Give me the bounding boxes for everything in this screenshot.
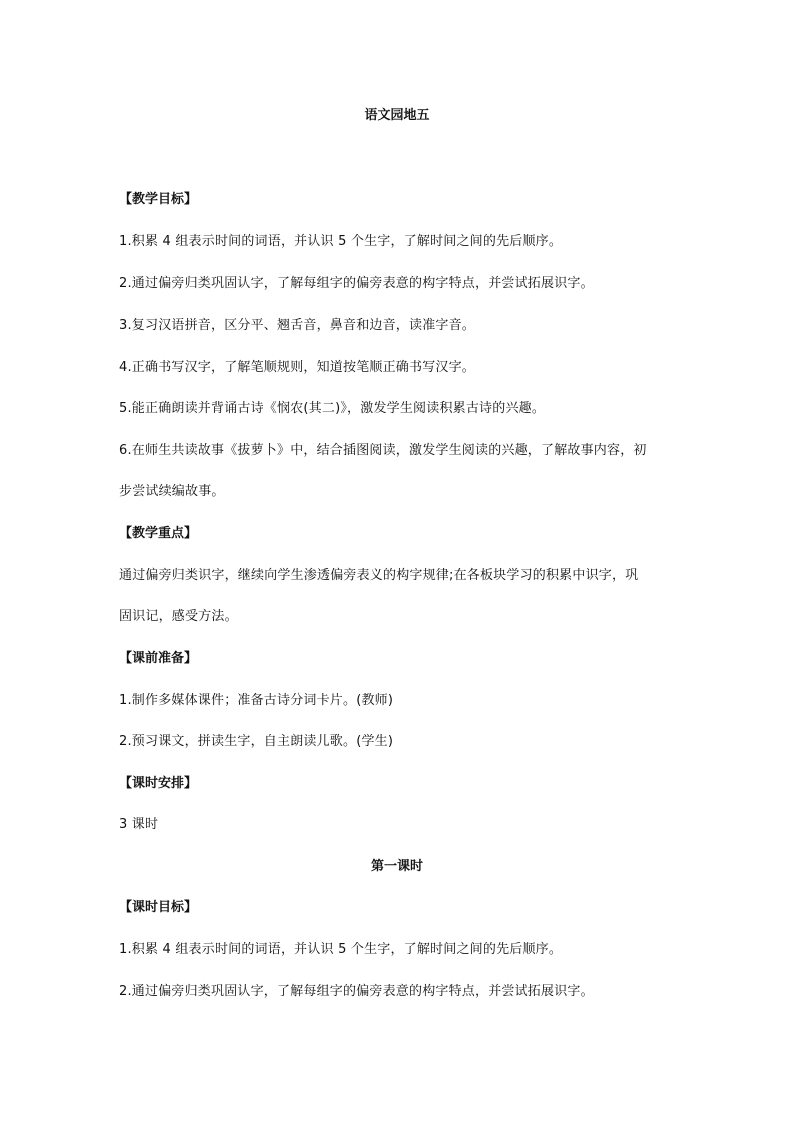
lesson1-goal-item-1: 1.积累 4 组表示时间的词语，并认识 5 个生字，了解时间之间的先后顺序。 xyxy=(119,942,563,957)
focus-text-1: 通过偏旁归类识字，继续向学生渗透偏旁表义的构字规律;在各板块学习的积累中识字，巩 xyxy=(119,568,639,583)
goals-heading: 【教学目标】 xyxy=(119,192,198,207)
prep-item-1: 1.制作多媒体课件；准备古诗分词卡片。(教师) xyxy=(119,693,394,708)
goal-item-3: 3.复习汉语拼音，区分平、翘舌音，鼻音和边音，读准字音。 xyxy=(119,318,476,333)
goal-item-2: 2.通过偏旁归类巩固认字，了解每组字的偏旁表意的构字特点，并尝试拓展识字。 xyxy=(119,276,594,291)
prep-heading: 【课前准备】 xyxy=(119,651,198,666)
goal-item-5: 5.能正确朗读并背诵古诗《悯农(其二)》，激发学生阅读积累古诗的兴趣。 xyxy=(119,401,546,416)
goal-item-6: 6.在师生共读故事《拔萝卜》中，结合插图阅读，激发学生阅读的兴趣，了解故事内容，初 xyxy=(119,443,647,458)
schedule-heading: 【课时安排】 xyxy=(119,776,198,791)
document-title: 语文园地五 xyxy=(364,108,430,123)
goal-item-1: 1.积累 4 组表示时间的词语，并认识 5 个生字，了解时间之间的先后顺序。 xyxy=(119,234,563,249)
focus-text-2: 固识记，感受方法。 xyxy=(119,609,238,624)
prep-item-2: 2.预习课文，拼读生字，自主朗读儿歌。(学生) xyxy=(119,734,394,749)
goal-item-4: 4.正确书写汉字，了解笔顺规则，知道按笔顺正确书写汉字。 xyxy=(119,360,476,375)
lesson1-goals-heading: 【课时目标】 xyxy=(119,900,198,915)
focus-heading: 【教学重点】 xyxy=(119,526,198,541)
lesson1-goal-item-2: 2.通过偏旁归类巩固认字，了解每组字的偏旁表意的构字特点，并尝试拓展识字。 xyxy=(119,984,594,999)
goal-item-6-cont: 步尝试续编故事。 xyxy=(119,484,225,499)
schedule-text: 3 课时 xyxy=(119,817,159,832)
lesson1-title: 第一课时 xyxy=(370,859,423,874)
